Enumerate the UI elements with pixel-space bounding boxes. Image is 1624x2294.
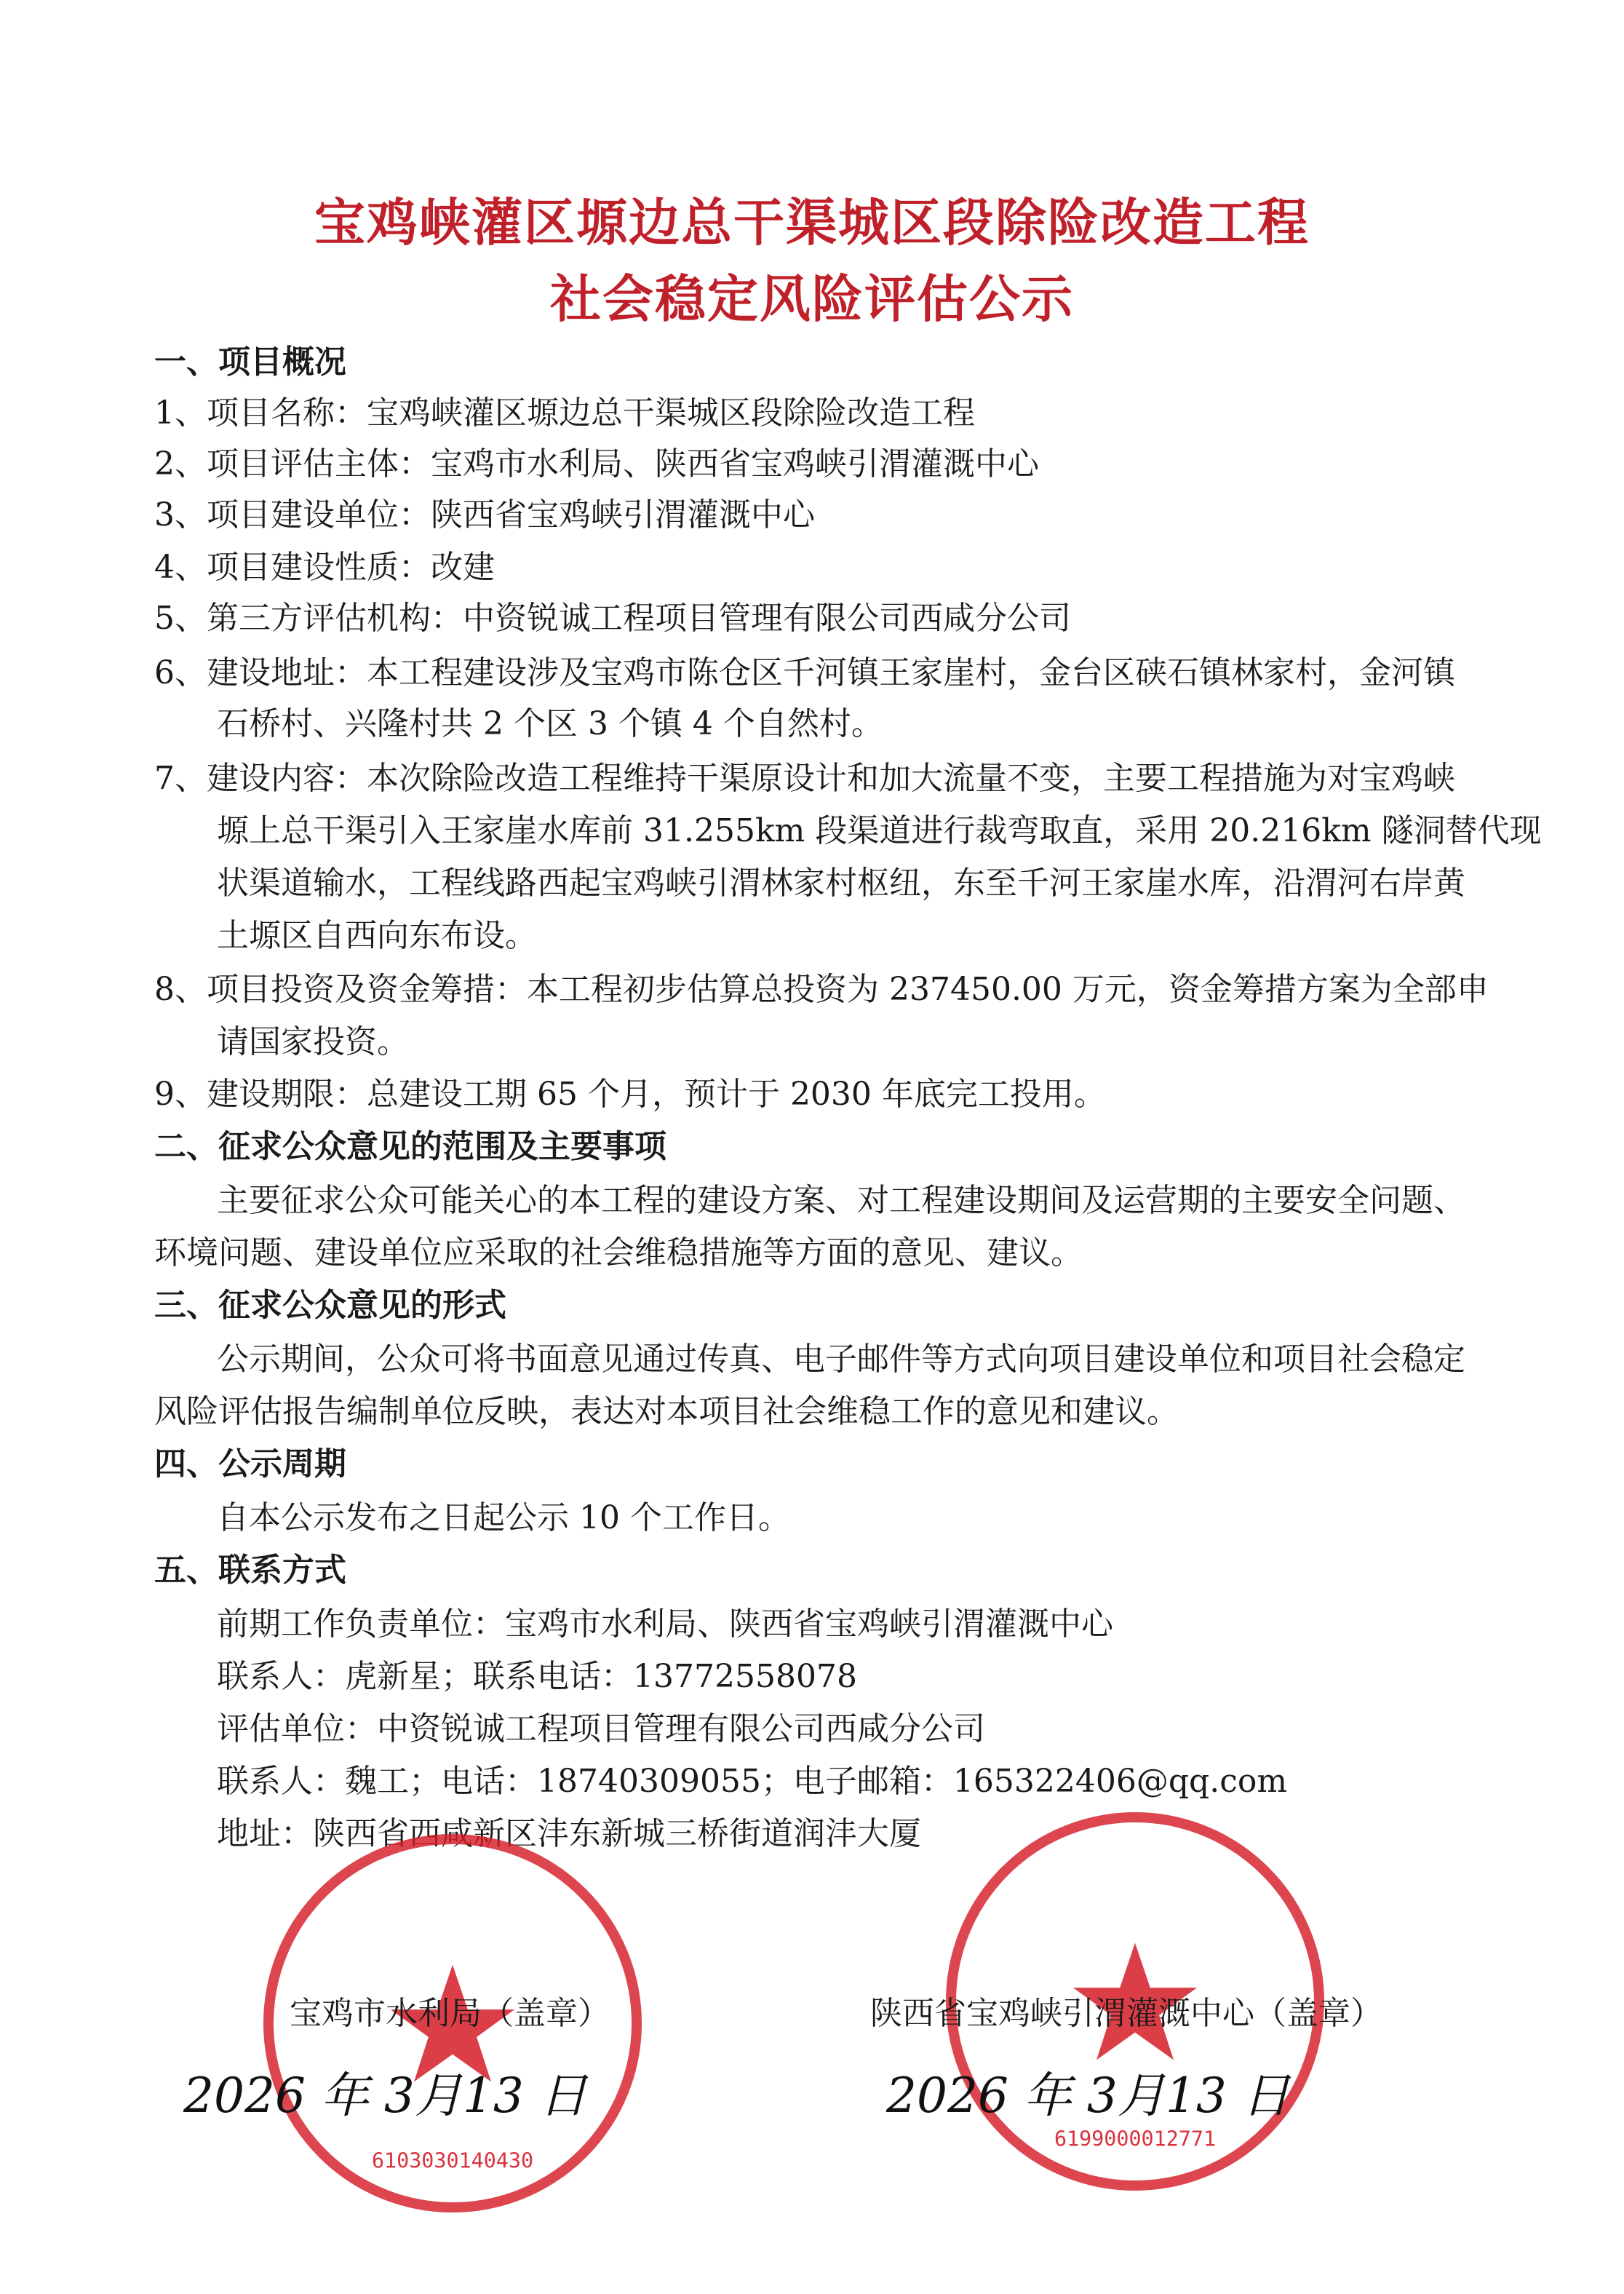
contact-lead-unit: 前期工作负责单位：宝鸡市水利局、陕西省宝鸡峡引渭灌溉中心 xyxy=(217,1606,1113,1643)
item-7-line-1: 7、建设内容：本次除险改造工程维持干渠原设计和加大流量不变，主要工程措施为对宝鸡峡 xyxy=(154,760,1455,797)
section-heading-4: 四、公示周期 xyxy=(154,1445,346,1483)
item-2: 2、项目评估主体：宝鸡市水利局、陕西省宝鸡峡引渭灌溉中心 xyxy=(154,445,1039,483)
section-4-para: 自本公示发布之日起公示 10 个工作日。 xyxy=(217,1499,790,1536)
item-8-line-2: 请国家投资。 xyxy=(217,1023,409,1060)
section-heading-3: 三、征求公众意见的形式 xyxy=(154,1287,506,1324)
signature-right-unit: 陕西省宝鸡峡引渭灌溉中心（盖章） xyxy=(870,1995,1382,2032)
item-1: 1、项目名称：宝鸡峡灌区塬边总干渠城区段除险改造工程 xyxy=(154,394,975,432)
section-heading-2: 二、征求公众意见的范围及主要事项 xyxy=(154,1128,666,1165)
section-3-para-line-2: 风险评估报告编制单位反映，表达对本项目社会维稳工作的意见和建议。 xyxy=(154,1393,1179,1430)
item-7-line-3: 状渠道输水，工程线路西起宝鸡峡引渭林家村枢纽，东至千河王家崖水库，沿渭河右岸黄 xyxy=(217,865,1465,902)
contact-eval-unit: 评估单位：中资锐诚工程项目管理有限公司西咸分公司 xyxy=(217,1710,985,1747)
seal-left-code: 6103030140430 xyxy=(371,2148,534,2173)
contact-person-1: 联系人：虎新星；联系电话：13772558078 xyxy=(217,1658,857,1695)
contact-address: 地址：陕西省西咸新区沣东新城三桥街道润沣大厦 xyxy=(217,1815,921,1852)
signature-left-unit: 宝鸡市水利局（盖章） xyxy=(290,1995,610,2032)
item-7-line-2: 塬上总干渠引入王家崖水库前 31.255km 段渠道进行裁弯取直，采用 20.216km 隧洞替代现 xyxy=(217,812,1542,849)
section-2-para-line-2: 环境问题、建设单位应采取的社会维稳措施等方面的意见、建议。 xyxy=(154,1234,1083,1271)
item-6-line-2: 石桥村、兴隆村共 2 个区 3 个镇 4 个自然村。 xyxy=(217,705,883,742)
section-3-para-line-1: 公示期间，公众可将书面意见通过传真、电子邮件等方式向项目建设单位和项目社会稳定 xyxy=(217,1341,1465,1378)
section-2-para-line-1: 主要征求公众可能关心的本工程的建设方案、对工程建设期间及运营期的主要安全问题、 xyxy=(217,1182,1465,1219)
section-heading-1: 一、项目概况 xyxy=(154,344,346,381)
item-7-line-4: 土塬区自西向东布设。 xyxy=(217,917,537,954)
item-4: 4、项目建设性质：改建 xyxy=(154,549,495,586)
page-subtitle: 社会稳定风险评估公示 xyxy=(550,269,1074,329)
item-6-line-1: 6、建设地址：本工程建设涉及宝鸡市陈仓区千河镇王家崖村，金台区硖石镇林家村，金河镇 xyxy=(154,654,1455,691)
item-3: 3、项目建设单位：陕西省宝鸡峡引渭灌溉中心 xyxy=(154,496,815,533)
section-heading-5: 五、联系方式 xyxy=(154,1552,346,1589)
seal-right-code: 6199000012771 xyxy=(1054,2127,1217,2151)
item-5: 5、第三方评估机构：中资锐诚工程项目管理有限公司西咸分公司 xyxy=(154,600,1071,637)
page-title: 宝鸡峡灌区塬边总干渠城区段除险改造工程 xyxy=(314,193,1310,253)
signature-left-date: 2026 年 3月13 日 xyxy=(183,2068,587,2124)
item-9: 9、建设期限：总建设工期 65 个月，预计于 2030 年底完工投用。 xyxy=(154,1076,1106,1113)
contact-person-2: 联系人：魏工；电话：18740309055；电子邮箱：165322406@qq.com xyxy=(217,1763,1288,1800)
item-8-line-1: 8、项目投资及资金筹措：本工程初步估算总投资为 237450.00 万元，资金筹措方案为全部申 xyxy=(154,971,1489,1008)
signature-right-date: 2026 年 3月13 日 xyxy=(886,2068,1290,2124)
